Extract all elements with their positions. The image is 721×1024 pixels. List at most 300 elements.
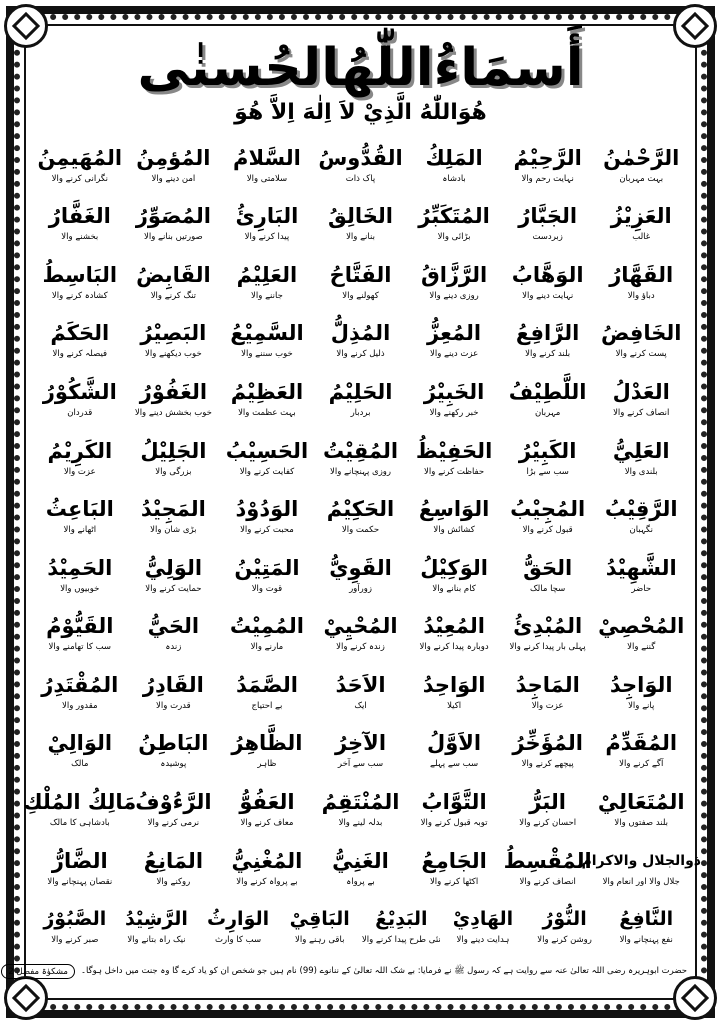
name-meaning: کفایت کرنے والا xyxy=(239,466,295,477)
name-cell xyxy=(221,134,313,193)
name-meaning: اٹھانے والا xyxy=(63,525,97,536)
name-meaning: پیچھے کرنے والا xyxy=(521,759,574,770)
name-cell xyxy=(315,368,407,427)
name-cell xyxy=(128,720,220,779)
name-cell xyxy=(595,485,687,544)
name-cell xyxy=(502,720,594,779)
divine-name: النَّافِعُ xyxy=(619,908,674,931)
divine-name: المُغْنِيُّ xyxy=(231,848,303,873)
name-meaning: کھولنے والا xyxy=(342,290,379,301)
name-meaning: نئی طرح پیدا کرنے والا xyxy=(361,935,441,946)
divine-name: الخَافِضُ xyxy=(600,321,682,346)
name-cell xyxy=(221,368,313,427)
name-meaning: نیک راہ بتانے والا xyxy=(127,935,186,946)
divine-name: المُقَدِّمُ xyxy=(605,731,678,756)
name-cell xyxy=(408,603,500,662)
name-cell xyxy=(595,427,687,486)
name-cell xyxy=(595,603,687,662)
name-cell xyxy=(128,193,220,252)
divine-name: البَاطِنُ xyxy=(138,731,209,756)
name-cell xyxy=(408,485,500,544)
name-cell xyxy=(408,661,500,720)
name-cell xyxy=(502,661,594,720)
divine-name: البَاعِثُ xyxy=(45,497,114,522)
name-meaning: انصاف کرنے والا xyxy=(519,876,576,887)
name-meaning: سچا مالک xyxy=(530,583,566,594)
name-meaning: عزت دینے والا xyxy=(429,349,479,360)
name-meaning: زندہ xyxy=(165,642,182,653)
name-cell xyxy=(595,134,687,193)
name-meaning: امن دینے والا xyxy=(151,173,196,184)
divine-name: الخَبِيْرُ xyxy=(423,380,485,405)
divine-name: العَدْلُ xyxy=(612,380,670,405)
name-meaning: نہایت رحم والا xyxy=(521,173,574,184)
divine-name: الوَدُوْدُ xyxy=(235,497,299,522)
divine-name: المُحْيِيْ xyxy=(323,614,398,639)
divine-name: المُتَكَبِّرُ xyxy=(418,204,490,229)
name-meaning: نگہبان xyxy=(629,525,653,536)
name-cell xyxy=(408,778,500,837)
name-meaning: فیصلہ کرنے والا xyxy=(52,349,108,360)
name-meaning: حاضر xyxy=(631,583,652,594)
divine-name: المُقْتَدِرُ xyxy=(41,672,119,697)
name-cell xyxy=(34,544,126,603)
name-meaning: پوشیدہ xyxy=(160,759,187,770)
divine-name: القَهَّارُ xyxy=(609,262,674,287)
divine-name: مَالِكُ المُلْكِ xyxy=(23,790,137,815)
name-cell xyxy=(23,778,137,837)
divine-name: الرَّشِيْدُ xyxy=(125,908,188,931)
name-meaning: احسان کرنے والا xyxy=(519,818,577,829)
name-cell xyxy=(315,603,407,662)
name-cell xyxy=(502,427,594,486)
name-meaning: بلند کرنے والا xyxy=(525,349,571,360)
name-meaning: پست کرنے والا xyxy=(615,349,667,360)
divine-name: الحَيُّ xyxy=(147,614,200,639)
name-cell xyxy=(408,193,500,252)
name-meaning: حفاظت کرنے والا xyxy=(424,466,485,477)
name-cell xyxy=(408,427,500,486)
page-subtitle: هُوَاللّٰهُ الَّذِيْ لاَ اِلٰهَ اِلاَّ هُوَ xyxy=(234,100,487,125)
divine-name: الاَحَدُ xyxy=(335,672,386,697)
name-cell xyxy=(34,427,126,486)
name-meaning: خوب سننے والا xyxy=(241,349,293,360)
divine-name: الحَكَمُ xyxy=(50,321,110,346)
name-meaning: تنگ کرنے والا xyxy=(150,290,197,301)
name-cell xyxy=(595,720,687,779)
divine-name: القَابِضُ xyxy=(136,262,211,287)
name-cell xyxy=(221,485,313,544)
name-cell xyxy=(315,544,407,603)
name-meaning: ایک xyxy=(354,700,367,711)
divine-name: الصَّبُوْرُ xyxy=(43,908,107,931)
name-meaning: دباؤ والا xyxy=(627,290,655,301)
name-cell xyxy=(315,427,407,486)
name-meaning: حمایت کرنے والا xyxy=(145,583,202,594)
name-meaning: خوب بخشش دینے والا xyxy=(134,408,212,419)
name-cell xyxy=(315,310,407,369)
divine-name: الرَّافِعُ xyxy=(515,321,580,346)
name-meaning: قبول کرنے والا xyxy=(522,525,573,536)
divine-name: المُذِلُّ xyxy=(330,321,391,346)
name-meaning: توبہ قبول کرنے والا xyxy=(420,818,488,829)
name-meaning: بادشاہ xyxy=(442,173,466,184)
name-meaning: دوبارہ پیدا کرنے والا xyxy=(419,642,489,653)
name-meaning: بہت مہربان xyxy=(619,173,664,184)
name-meaning: سب کا تھامنے والا xyxy=(48,642,112,653)
name-meaning: قدرت والا xyxy=(156,700,191,711)
name-meaning: نفع پہنچانے والا xyxy=(619,935,673,946)
name-meaning: جلال والا اور انعام والا xyxy=(602,876,680,887)
name-cell xyxy=(408,134,500,193)
divine-name: الوَاجِدُ xyxy=(609,672,673,697)
divine-name: الوَهَّابُ xyxy=(511,262,584,287)
name-cell xyxy=(581,837,701,896)
divine-name: العَزِيْزُ xyxy=(610,204,672,229)
name-cell xyxy=(221,837,313,896)
divine-name: الحَكِيْمُ xyxy=(326,497,395,522)
name-cell xyxy=(34,895,116,954)
name-meaning: ظاہر xyxy=(257,759,277,770)
name-meaning: اکٹھا کرنے والا xyxy=(429,876,479,887)
name-cell xyxy=(128,427,220,486)
name-cell xyxy=(408,368,500,427)
divine-name: الرَّقِيْبُ xyxy=(604,497,678,522)
name-cell xyxy=(595,661,687,720)
divine-name: الوَاسِعُ xyxy=(418,497,490,522)
divine-name: البَصِيْرُ xyxy=(140,321,207,346)
name-meaning: روزی دینے والا xyxy=(429,290,479,301)
name-cell xyxy=(34,661,126,720)
name-cell xyxy=(408,837,500,896)
name-meaning: سب سے آخر xyxy=(337,759,384,770)
name-meaning: نرمی کرنے والا xyxy=(147,818,200,829)
name-cell xyxy=(221,251,313,310)
divine-name: الرَّزَّاقُ xyxy=(420,262,488,287)
divine-name: السَّمِيْعُ xyxy=(230,321,304,346)
name-meaning: بڑائی والا xyxy=(437,232,471,243)
divine-name: السَّلامُ xyxy=(233,145,301,170)
divine-name: الرَّحِيْمُ xyxy=(513,145,582,170)
divine-name: المَتِيْنُ xyxy=(234,555,300,580)
divine-name: المُحْصِيْ xyxy=(598,614,685,639)
name-meaning: بے احتیاج xyxy=(251,700,283,711)
name-cell xyxy=(595,193,687,252)
name-meaning: خوبیوں والا xyxy=(60,583,100,594)
name-cell xyxy=(605,895,687,954)
name-meaning: بردبار xyxy=(350,408,371,419)
divine-name: الكَبِيْرُ xyxy=(518,438,577,463)
name-meaning: روزی پہنچانے والا xyxy=(330,466,392,477)
name-cell xyxy=(408,310,500,369)
divine-name: الشَّكُوْرُ xyxy=(42,380,117,405)
name-meaning: مقدور والا xyxy=(62,700,98,711)
divine-name: الخَالِقُ xyxy=(328,204,393,229)
name-cell xyxy=(128,134,220,193)
name-cell xyxy=(315,837,407,896)
name-cell xyxy=(221,661,313,720)
name-meaning: آگے کرنے والا xyxy=(619,759,664,770)
divine-name: القَيُّوْمُ xyxy=(46,614,114,639)
name-cell xyxy=(221,603,313,662)
name-cell xyxy=(502,603,594,662)
name-cell xyxy=(128,603,220,662)
divine-name: الحَسِيْبُ xyxy=(225,438,309,463)
name-cell xyxy=(315,193,407,252)
name-cell xyxy=(221,720,313,779)
divine-name: المُؤَخِّرُ xyxy=(512,731,583,756)
divine-name: الرَّحْمٰنُ xyxy=(603,145,680,170)
divine-name: المُصَوِّرُ xyxy=(135,204,211,229)
name-cell xyxy=(221,544,313,603)
divine-name: الوَارِثُ xyxy=(207,908,270,931)
name-meaning: قوت والا xyxy=(251,583,283,594)
name-cell xyxy=(221,778,313,837)
divine-name: المُؤمِنُ xyxy=(136,145,211,170)
name-meaning: سب کا وارث xyxy=(215,935,262,946)
name-cell xyxy=(502,485,594,544)
name-cell xyxy=(34,720,126,779)
name-meaning: بہت عظمت والا xyxy=(238,408,296,419)
name-meaning: غالب xyxy=(632,232,651,243)
divine-name: المُعِيْدُ xyxy=(423,614,485,639)
divine-name: المُبْدِئُ xyxy=(513,614,583,639)
name-meaning: بڑی شان والا xyxy=(150,525,197,536)
divine-name: الضَّارُّ xyxy=(51,848,108,873)
name-cell xyxy=(595,778,687,837)
divine-name: البَاقِيْ xyxy=(289,908,350,931)
name-cell xyxy=(315,251,407,310)
divine-name: المُقْسِطُ xyxy=(503,848,592,873)
name-cell xyxy=(502,134,594,193)
divine-name: الرَّءُوْفُ xyxy=(135,790,212,815)
name-cell xyxy=(197,895,279,954)
name-cell xyxy=(408,544,500,603)
divine-name: البَرُّ xyxy=(529,790,567,815)
name-cell xyxy=(502,251,594,310)
name-cell xyxy=(502,368,594,427)
name-meaning: بے پرواہ xyxy=(346,876,375,887)
name-meaning: پہلی بار پیدا کرنے والا xyxy=(509,642,586,653)
divine-name: اللَّطِيْفُ xyxy=(508,380,587,405)
name-meaning: بزرگی والا xyxy=(155,466,192,477)
divine-name: الحَقُّ xyxy=(523,555,573,580)
name-meaning: نقصان پہنچانے والا xyxy=(47,876,113,887)
divine-name: الوَلِيُّ xyxy=(144,555,203,580)
divine-name: الكَرِيْمُ xyxy=(47,438,113,463)
name-meaning: خوب دیکھنے والا xyxy=(145,349,202,360)
name-meaning: مالک xyxy=(71,759,89,770)
divine-name: العَفُوُّ xyxy=(239,790,295,815)
name-cell xyxy=(128,778,220,837)
reference-badge: مشکوٰۃ مفصل 2 xyxy=(1,964,75,979)
divine-name: المُتَعَالِيْ xyxy=(597,790,685,815)
divine-name: البَدِيْعُ xyxy=(375,908,428,931)
name-cell xyxy=(442,895,524,954)
divine-name: المَانِعُ xyxy=(143,848,204,873)
name-meaning: ذلیل کرنے والا xyxy=(336,349,385,360)
name-meaning: جاننے والا xyxy=(251,290,283,301)
corner-ornament-icon xyxy=(673,976,717,1020)
divine-name: التَّوَّابُ xyxy=(421,790,487,815)
divine-name: المُجِيْبُ xyxy=(510,497,586,522)
name-meaning: بخشنے والا xyxy=(61,232,99,243)
name-cell xyxy=(221,427,313,486)
divine-name: العَلِيُّ xyxy=(612,438,670,463)
last-row xyxy=(34,895,687,954)
divine-name: الفَتَّاحُ xyxy=(329,262,392,287)
divine-name: المَاجِدُ xyxy=(515,672,580,697)
name-cell xyxy=(34,251,126,310)
divine-name: الوَاحِدُ xyxy=(422,672,486,697)
divine-name: القَوِيُّ xyxy=(329,555,392,580)
name-cell xyxy=(128,368,220,427)
name-cell xyxy=(128,837,220,896)
name-meaning: کشادہ کرنے والا xyxy=(51,290,108,301)
name-meaning: گننے والا xyxy=(627,642,656,653)
divine-name: الحَمِيْدُ xyxy=(47,555,113,580)
name-meaning: کشائش والا xyxy=(433,525,475,536)
name-meaning: زبردست xyxy=(532,232,563,243)
divine-name: الغَفَّارُ xyxy=(48,204,111,229)
divine-name: الغَفُوْرُ xyxy=(139,380,208,405)
name-meaning: روکنے والا xyxy=(156,876,191,887)
divine-name: الحَلِيْمُ xyxy=(328,380,393,405)
divine-name: الحَفِيْظُ xyxy=(415,438,493,463)
name-meaning: بنانے والا xyxy=(346,232,375,243)
divine-name: الوَكِيْلُ xyxy=(420,555,488,580)
name-cell xyxy=(408,720,500,779)
name-meaning: کام بنانے والا xyxy=(432,583,476,594)
divine-name: المُعِزُّ xyxy=(427,321,482,346)
divine-name: القَادِرُ xyxy=(142,672,204,697)
name-meaning: روشن کرنے والا xyxy=(537,935,592,946)
name-meaning: صبر کرنے والا xyxy=(51,935,99,946)
name-cell xyxy=(315,485,407,544)
name-cell xyxy=(34,485,126,544)
name-meaning: بدلہ لینے والا xyxy=(338,818,383,829)
divine-name: المُنْتَقِمُ xyxy=(321,790,400,815)
name-cell xyxy=(595,368,687,427)
divine-name: النُّوْرُ xyxy=(542,908,587,931)
divine-name: العَلِيْمُ xyxy=(236,262,298,287)
divine-name: الظَّاهِرُ xyxy=(231,731,303,756)
hadith-text: حضرت ابوہریرہ رضی اللہ تعالیٰ عنہ سے روایت ہے کہ رسول ﷺ نے فرمایا: بے شک اللہ تعالیٰ کے ننانوے (99) نام ہیں جو شخص ان کو یاد کرے گا وہ جنت میں داخل ہوگا۔ xyxy=(80,965,687,976)
name-cell xyxy=(595,251,687,310)
name-meaning: بلندی والا xyxy=(624,466,658,477)
name-cell xyxy=(315,720,407,779)
name-cell xyxy=(221,193,313,252)
name-cell xyxy=(408,251,500,310)
name-meaning: پاک ذات xyxy=(345,173,376,184)
name-cell xyxy=(34,134,126,193)
name-cell xyxy=(315,661,407,720)
name-meaning: سب سے بڑا xyxy=(526,466,569,477)
divine-name: البَاسِطُ xyxy=(42,262,118,287)
name-cell xyxy=(502,544,594,603)
name-meaning: مارنے والا xyxy=(250,642,284,653)
divine-name: المَلِكُ xyxy=(425,145,483,170)
name-cell xyxy=(502,837,594,896)
name-cell xyxy=(502,310,594,369)
name-meaning: معاف کرنے والا xyxy=(240,818,294,829)
divine-name: الاَوَّلُ xyxy=(427,731,482,756)
name-meaning: انصاف کرنے والا xyxy=(613,408,670,419)
divine-name: المَجِيْدُ xyxy=(140,497,206,522)
name-meaning: عزت والا xyxy=(63,466,96,477)
divine-name: الجَامِعُ xyxy=(421,848,487,873)
divine-name: المُقِيْتُ xyxy=(322,438,399,463)
divine-name: البَارِئُ xyxy=(235,204,299,229)
divine-name: الصَّمَدُ xyxy=(235,672,298,697)
name-cell xyxy=(315,778,407,837)
name-meaning: اکیلا xyxy=(447,700,462,711)
divine-name: الشَّهِيْدُ xyxy=(605,555,677,580)
divine-name: القُدُّوسُ xyxy=(318,145,403,170)
name-cell xyxy=(595,544,687,603)
name-meaning: صورتیں بنانے والا xyxy=(144,232,203,243)
name-cell xyxy=(128,251,220,310)
divine-name: الآخِرُ xyxy=(334,731,387,756)
name-cell xyxy=(128,485,220,544)
name-cell xyxy=(361,895,443,954)
name-cell xyxy=(116,895,198,954)
name-cell xyxy=(595,310,687,369)
name-cell xyxy=(34,837,126,896)
name-cell xyxy=(34,368,126,427)
name-cell xyxy=(128,661,220,720)
divine-name: العَظِيْمُ xyxy=(230,380,304,405)
name-meaning: محبت کرنے والا xyxy=(240,525,294,536)
name-cell xyxy=(502,193,594,252)
divine-name: المُهَيمِنُ xyxy=(37,145,123,170)
name-meaning: قدردان xyxy=(67,408,93,419)
names-grid xyxy=(23,134,701,954)
divine-name: الوَالِيْ xyxy=(47,731,113,756)
name-meaning: نگرانی کرنے والا xyxy=(51,173,108,184)
name-meaning: باقی رہنے والا xyxy=(294,935,345,946)
name-meaning: بلند صفتوں والا xyxy=(614,818,669,829)
name-meaning: مہربان xyxy=(534,408,561,419)
name-cell xyxy=(34,310,126,369)
name-meaning: ہدایت دینے والا xyxy=(456,935,510,946)
divine-name: الغَنِيُّ xyxy=(332,848,389,873)
name-cell xyxy=(502,778,594,837)
page-title: أَسمَاءُاللّٰهُالحُسنٰی xyxy=(137,38,584,98)
name-meaning: پیدا کرنے والا xyxy=(244,232,290,243)
name-cell xyxy=(524,895,606,954)
name-meaning: حکمت والا xyxy=(341,525,380,536)
divine-name: الجَبَّارُ xyxy=(518,204,578,229)
name-meaning: پانے والا xyxy=(628,700,655,711)
corner-ornament-icon xyxy=(4,976,48,1020)
name-meaning: سلامتی والا xyxy=(246,173,288,184)
divine-name: ذوالجلال والاکرام xyxy=(581,852,701,869)
name-meaning: زورآور xyxy=(349,583,372,594)
name-cell xyxy=(34,603,126,662)
name-cell xyxy=(128,544,220,603)
name-cell xyxy=(128,310,220,369)
name-meaning: زندہ کرنے والا xyxy=(336,642,385,653)
name-cell xyxy=(315,134,407,193)
name-meaning: بادشاہی کا مالک xyxy=(49,818,110,829)
name-meaning: سب سے پہلے xyxy=(430,759,479,770)
divine-name: المُمِيْتُ xyxy=(229,614,304,639)
name-cell xyxy=(34,193,126,252)
divine-name: الهَادِيْ xyxy=(452,908,514,931)
hadith-footer xyxy=(8,960,687,982)
name-meaning: خبر رکھنے والا xyxy=(429,408,479,419)
